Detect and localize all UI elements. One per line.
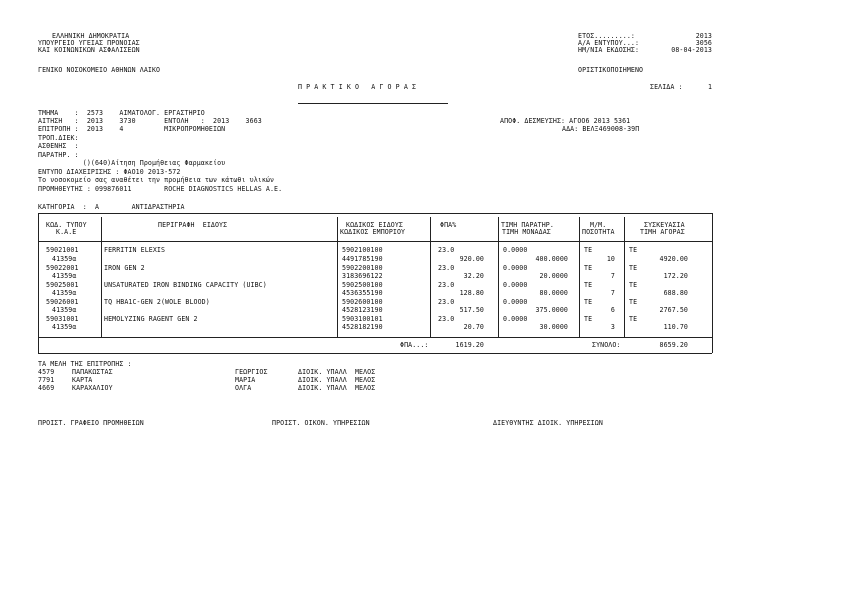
status-text: ΟΡΙΣΤΙΚΟΠΟΙΗΜΕΝΟ — [578, 66, 644, 74]
row-item-code: 5902600100 — [342, 298, 383, 306]
header-line-2: ΥΠΟΥΡΓΕΙΟ ΥΓΕΙΑΣ ΠΡΟΝΟΙΑΣ — [38, 39, 140, 47]
col-header-package: ΣΥΣΚΕΥΑΣΙΑ — [644, 221, 685, 229]
col-header-vat: ΦΠΑ% — [440, 221, 457, 229]
row-obs-price: 0.0000 — [503, 298, 528, 306]
row-obs-price: 0.0000 — [503, 281, 528, 289]
table-bottom-border — [38, 353, 712, 354]
col-sep — [624, 217, 625, 337]
row-vat-amount: 32.20 — [463, 272, 484, 280]
row-item-code: 5902500100 — [342, 281, 383, 289]
signature-director: ΔΙΕΥΘΥΝΤΗΣ ΔΙΟΙΚ. ΥΠΗΡΕΣΙΩΝ — [493, 419, 603, 427]
form-no-value: 3056 — [695, 39, 712, 47]
row-code: 59022001 — [46, 264, 79, 272]
member-role: ΔΙΟΙΚ. ΥΠΑΛΛ ΜΕΛΟΣ — [298, 384, 376, 392]
col-sep — [579, 217, 580, 337]
grand-total-value: 8659.20 — [659, 341, 688, 349]
col-sep — [498, 217, 499, 337]
supplier-line: ΠΡΟΜΗΘΕΥΤΗΣ : 099876011 ROCHE DIAGNOSTICS HELLAS A.E. — [38, 185, 283, 193]
page-label: ΣΕΛΙΔΑ : — [650, 83, 683, 91]
page-number: 1 — [708, 83, 713, 91]
row-unit-price: 375.0000 — [535, 306, 568, 314]
table-header-border — [38, 241, 712, 242]
row-trade-code: 3183696122 — [342, 272, 383, 280]
row-kae: 41359α — [52, 306, 77, 314]
request-line: ΑΙΤΗΣΗ : 2013 3730 ΕΝΤΟΛΗ : 2013 3663 — [38, 117, 262, 125]
row-item-code: 5903100101 — [342, 315, 383, 323]
row-trade-code: 4491785190 — [342, 255, 383, 263]
grand-total-label: ΣΥΝΟΛΟ: — [592, 341, 621, 349]
procedure-line: ΤΡΟΠ.ΔΙΕΚ: — [38, 134, 79, 142]
hospital-name: ΓΕΝΙΚΟ ΝΟΣΟΚΟΜΕΙΟ ΑΘΗΝΩΝ ΛΑΙΚΟ — [38, 66, 161, 74]
issue-date-value: 08-04-2013 — [671, 46, 712, 54]
row-vat: 23.0 — [438, 315, 455, 323]
year-value: 2013 — [695, 32, 712, 40]
row-qty: 7 — [610, 272, 615, 280]
page-title: Π Ρ Α Κ Τ Ι Κ Ο Α Γ Ο Ρ Α Σ — [298, 83, 417, 91]
member-id: 4579 — [38, 368, 55, 376]
row-total: 688.80 — [663, 289, 688, 297]
member-surname: ΠΑΠΑΚΩΣΤΑΣ — [72, 368, 113, 376]
col-sep — [712, 213, 713, 353]
member-role: ΔΙΟΙΚ. ΥΠΑΛΛ ΜΕΛΟΣ — [298, 368, 376, 376]
row-total: 110.70 — [663, 323, 688, 331]
assignment-text: Το νοσοκομείο σας αναθέτει την προμήθεια των κάτωθι υλικών — [38, 176, 275, 184]
row-obs-price: 0.0000 — [503, 246, 528, 254]
row-vat-amount: 20.70 — [463, 323, 484, 331]
row-trade-code: 4536355190 — [342, 289, 383, 297]
row-description: HEMOLYZING RAGENT GEN 2 — [104, 315, 198, 323]
row-code: 59031001 — [46, 315, 79, 323]
row-qty: 10 — [606, 255, 615, 263]
row-package: ΤΕ — [629, 264, 638, 272]
row-package: ΤΕ — [629, 315, 638, 323]
issue-date-label: ΗΜ/ΝΙΑ ΕΚΔΟΣΗΣ: — [578, 46, 640, 54]
vat-total-value: 1619.20 — [455, 341, 484, 349]
col-header-total: ΤΙΜΗ ΑΓΟΡΑΣ — [640, 228, 685, 236]
col-sep — [38, 213, 39, 353]
row-total: 4920.00 — [659, 255, 688, 263]
row-description: FERRITIN ELEXIS — [104, 246, 166, 254]
row-mu: ΤΕ — [584, 246, 593, 254]
col-header-mu: Μ/Μ. — [590, 221, 607, 229]
col-header-qty: ΠΟΣΟΤΗΤΑ — [582, 228, 615, 236]
member-id: 7791 — [38, 376, 55, 384]
row-qty: 7 — [610, 289, 615, 297]
table-top-border — [38, 213, 712, 214]
committee-line: ΕΠΙΤΡΟΠΗ : 2013 4 ΜΙΚΡΟΠΡΟΜΗΘΕΙΩΝ — [38, 125, 226, 133]
signature-finance: ΠΡΟΙΣΤ. ΟΙΚΟΝ. ΥΠΗΡΕΣΙΩΝ — [272, 419, 370, 427]
title-underline — [298, 103, 448, 104]
member-name: ΓΕΩΡΓΙΟΣ — [235, 368, 268, 376]
row-description: IRON GEN 2 — [104, 264, 145, 272]
member-surname: ΚΑΡΤΑ — [72, 376, 93, 384]
row-trade-code: 4528182190 — [342, 323, 383, 331]
row-vat: 23.0 — [438, 281, 455, 289]
row-description: TQ HBA1C-GEN 2(WOLE BLOOD) — [104, 298, 210, 306]
col-header-obs-price: ΤΙΜΗ ΠΑΡΑΤΗΡ. — [501, 221, 554, 229]
vat-total-label: ΦΠΑ...: — [400, 341, 429, 349]
row-unit-price: 30.0000 — [539, 323, 568, 331]
row-qty: 6 — [610, 306, 615, 314]
row-package: ΤΕ — [629, 281, 638, 289]
members-title: ΤΑ ΜΕΛΗ ΤΗΣ ΕΠΙΤΡΟΠΗΣ : — [38, 360, 132, 368]
col-header-trade-code: ΚΩΔΙΚΟΣ ΕΜΠΟΡΙΟΥ — [340, 228, 406, 236]
row-code: 59025001 — [46, 281, 79, 289]
col-sep — [101, 217, 102, 337]
signature-procurement: ΠΡΟΙΣΤ. ΓΡΑΦΕΙΟ ΠΡΟΜΗΘΕΙΩΝ — [38, 419, 144, 427]
row-description: UNSATURATED IRON BINDING CAPACITY (UIBC) — [104, 281, 267, 289]
row-mu: ΤΕ — [584, 264, 593, 272]
year-label: ΕΤΟΣ.........: — [578, 32, 635, 40]
col-header-kae: Κ.Α.Ε — [56, 228, 77, 236]
member-id: 4669 — [38, 384, 55, 392]
row-kae: 41359α — [52, 289, 77, 297]
row-vat: 23.0 — [438, 298, 455, 306]
col-header-description: ΠΕΡΙΓΡΑΦΗ ΕΙΔΟΥΣ — [158, 221, 228, 229]
row-kae: 41359α — [52, 272, 77, 280]
commitment-decision: ΑΠΟΦ. ΔΕΣΜΕΥΣΗΣ: ΑΓΟΟ6 2013 5361 — [500, 117, 631, 125]
row-trade-code: 4528123190 — [342, 306, 383, 314]
row-kae: 41359α — [52, 323, 77, 331]
category-line: ΚΑΤΗΓΟΡΙΑ : Α ΑΝΤΙΔΡΑΣΤΗΡΙΑ — [38, 203, 185, 211]
management-form: ΕΝΤΥΠΟ ΔΙΑΧΕΙΡΙΣΗΣ : ΦΑΟ10 2013-572 — [38, 168, 181, 176]
row-vat-amount: 920.00 — [459, 255, 484, 263]
member-name: ΟΛΓΑ — [235, 384, 252, 392]
row-mu: ΤΕ — [584, 281, 593, 289]
row-mu: ΤΕ — [584, 298, 593, 306]
row-mu: ΤΕ — [584, 315, 593, 323]
col-header-item-code: ΚΩΔΙΚΟΣ ΕΙΔΟΥΣ — [346, 221, 403, 229]
row-unit-price: 20.0000 — [539, 272, 568, 280]
remarks-line: ΠΑΡΑΤΗΡ. : — [38, 151, 79, 159]
row-kae: 41359α — [52, 255, 77, 263]
row-package: ΤΕ — [629, 298, 638, 306]
col-header-unit-price: ΤΙΜΗ ΜΟΝΑΔΑΣ — [502, 228, 551, 236]
row-total: 2767.50 — [659, 306, 688, 314]
row-vat-amount: 128.80 — [459, 289, 484, 297]
table-body-border — [38, 337, 712, 338]
row-vat: 23.0 — [438, 264, 455, 272]
row-code: 59021001 — [46, 246, 79, 254]
ada-code: ΑΔΑ: ΒΕΛΞ4690Θ8-39Π — [562, 125, 640, 133]
row-vat-amount: 517.50 — [459, 306, 484, 314]
patient-line: ΑΣΘΕΝΗΣ : — [38, 142, 79, 150]
row-code: 59026001 — [46, 298, 79, 306]
row-vat: 23.0 — [438, 246, 455, 254]
row-item-code: 5902200100 — [342, 264, 383, 272]
member-role: ΔΙΟΙΚ. ΥΠΑΛΛ ΜΕΛΟΣ — [298, 376, 376, 384]
department-line: ΤΜΗΜΑ : 2573 ΑΙΜΑΤΟΛΟΓ. ΕΡΓΑΣΤΗΡΙΟ — [38, 109, 205, 117]
row-unit-price: 400.0000 — [535, 255, 568, 263]
row-obs-price: 0.0000 — [503, 264, 528, 272]
row-total: 172.20 — [663, 272, 688, 280]
header-line-3: ΚΑΙ ΚΟΙΝΩΝΙΚΩΝ ΑΣΦΑΛΙΣΕΩΝ — [38, 46, 140, 54]
row-item-code: 5902100100 — [342, 246, 383, 254]
member-name: ΜΑΡΙΑ — [235, 376, 256, 384]
form-no-label: Α/Α ΕΝΤΥΠΟΥ...: — [578, 39, 640, 47]
col-sep — [430, 217, 431, 337]
member-surname: ΚΑΡΑΧΑΛΙΟΥ — [72, 384, 113, 392]
header-line-1: ΕΛΛΗΝΙΚΗ ΔΗΜΟΚΡΑΤΙΑ — [52, 32, 130, 40]
col-header-code: ΚΩΔ. ΤΥΠΟΥ — [46, 221, 87, 229]
row-obs-price: 0.0000 — [503, 315, 528, 323]
row-package: ΤΕ — [629, 246, 638, 254]
col-sep — [337, 217, 338, 337]
request-description: ()(640)Αίτηση Προμήθειας Φαρμακείου — [38, 159, 226, 167]
row-qty: 3 — [610, 323, 615, 331]
row-unit-price: 80.0000 — [539, 289, 568, 297]
